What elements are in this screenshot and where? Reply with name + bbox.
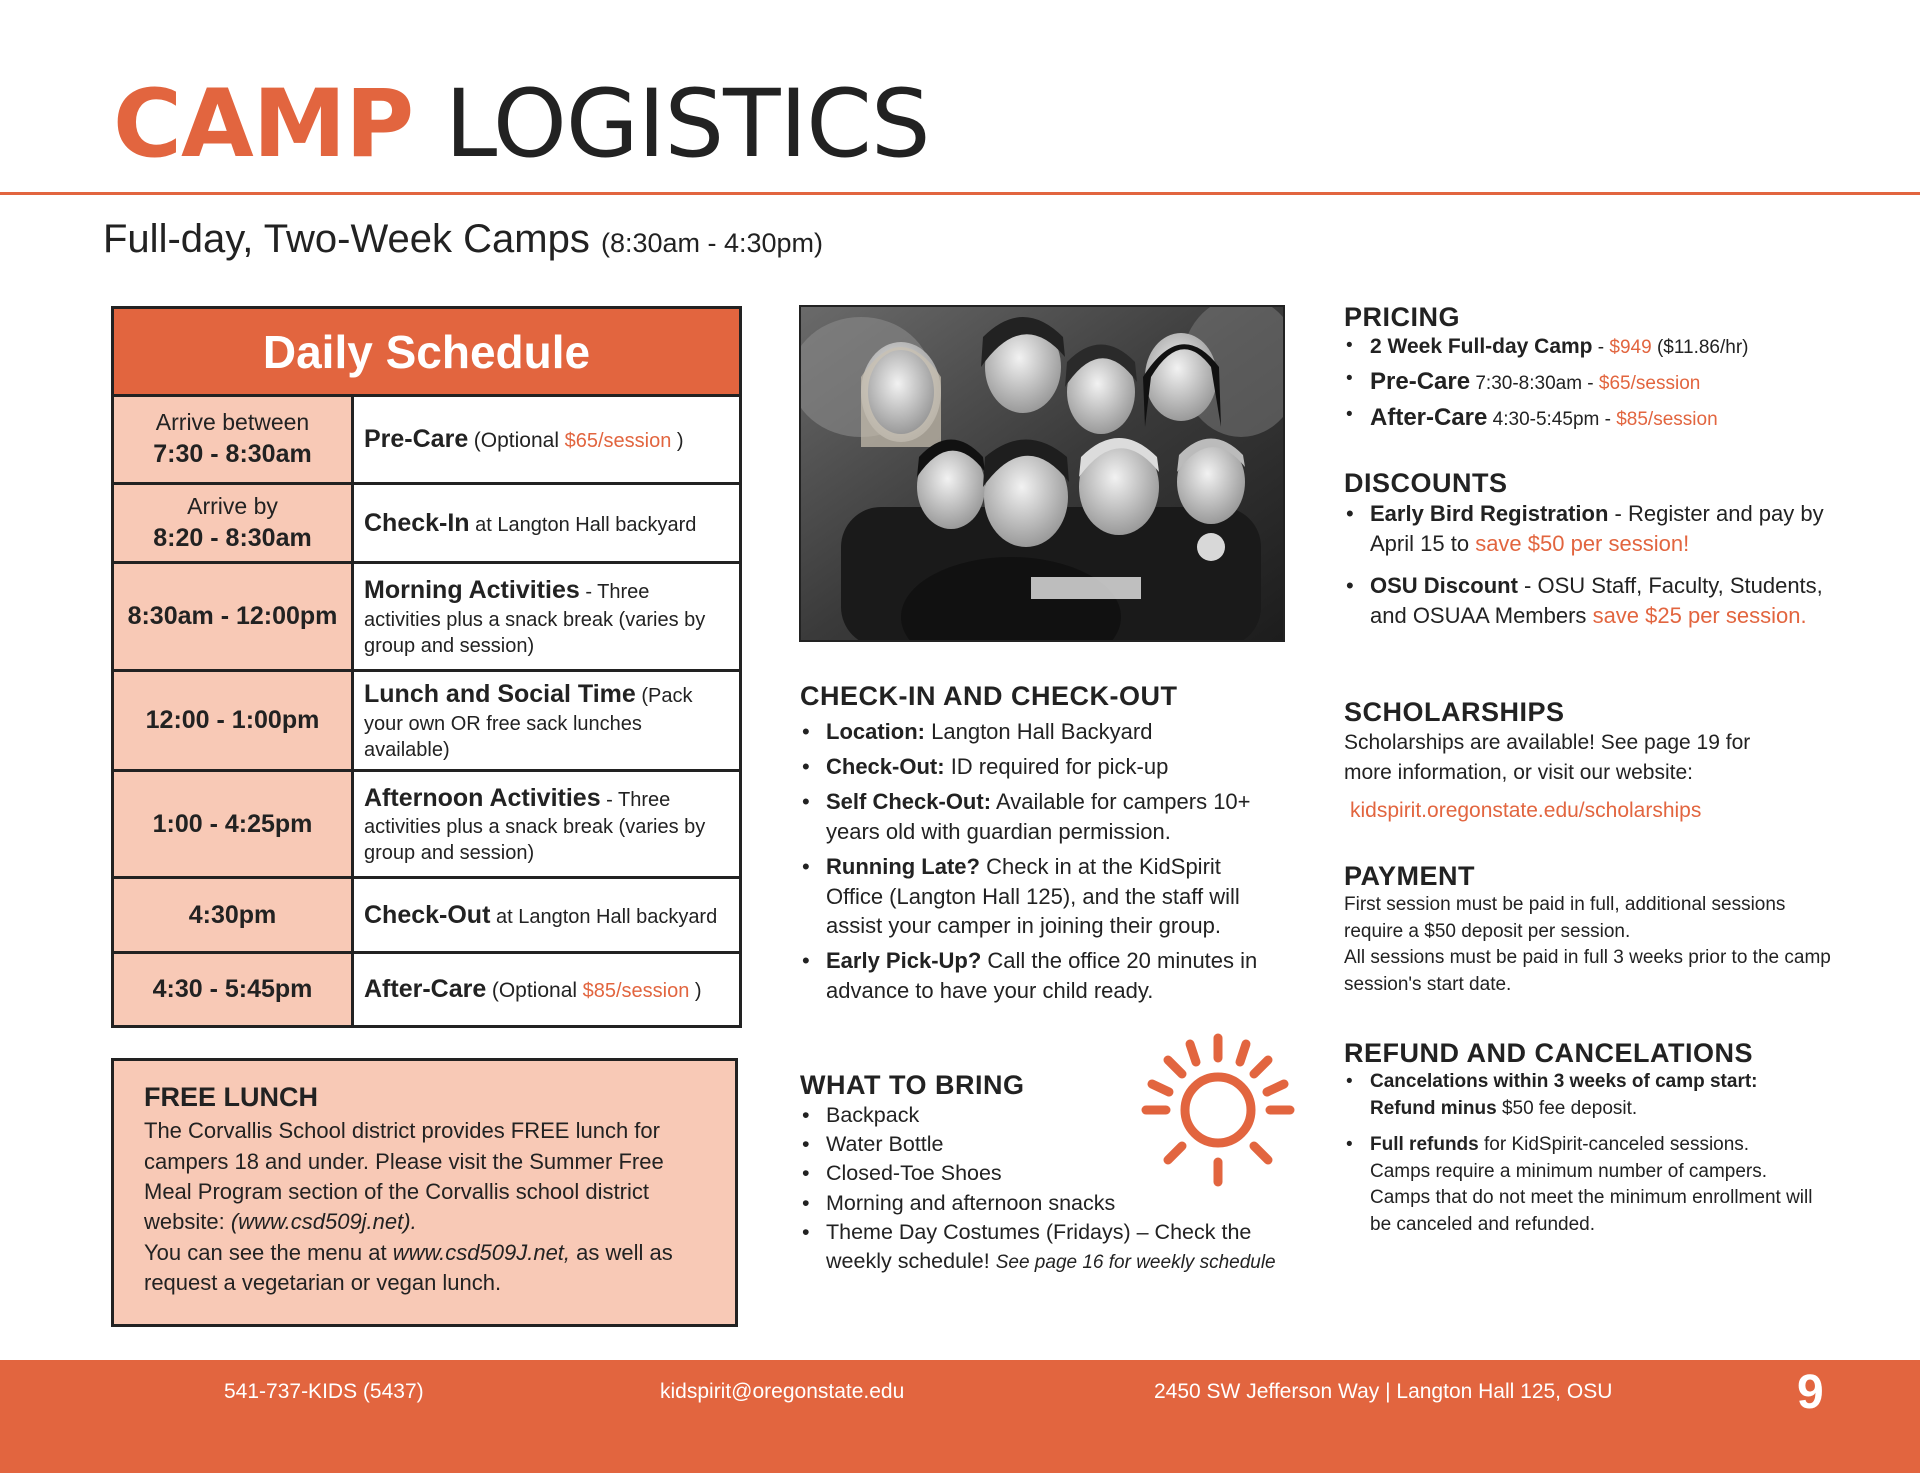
row-time	[114, 954, 354, 1025]
list-item: • Closed-Toe Shoes	[800, 1159, 1300, 1188]
item-label: Early Pick-Up?	[826, 948, 982, 974]
payment-title: PAYMENT	[1344, 861, 1476, 891]
refund-text: for KidSpirit-canceled sessions. Camps require a minimum number of campers. Camps that do not meet the minimum enrollment will be canceled and refunded.	[1370, 1134, 1813, 1235]
pricing-title: PRICING	[1344, 302, 1461, 332]
row-desc	[354, 485, 739, 561]
item-text: Check in at the KidSpirit Office (Langton Hall 125), and the staff will assist your camper in joining their group.	[826, 853, 1240, 939]
free-lunch-title: FREE LUNCH	[144, 1082, 318, 1112]
campers-photo	[799, 305, 1285, 642]
scholarships-section	[1344, 697, 1844, 825]
table-row	[114, 954, 739, 1025]
list-item	[800, 717, 1280, 747]
scholarships-link[interactable]: kidspirit.oregonstate.edu/scholarships	[1350, 798, 1702, 822]
price-value: $65/session	[1598, 372, 1701, 394]
activity-name: Morning Activities	[364, 576, 580, 605]
row-desc	[354, 954, 739, 1025]
price-sep: -	[1597, 337, 1605, 358]
list-item	[1344, 1069, 1814, 1122]
activity-detail: (Optional	[473, 429, 560, 453]
free-lunch-p1: The Corvallis School district provides FREE lunch for campers 18 and under. Please visit the Summer Free Meal Program section of the Corvallis school district website:	[144, 1118, 664, 1235]
footer-bar	[0, 1360, 1920, 1473]
table-row	[114, 672, 739, 772]
list-item	[1344, 402, 1844, 435]
menu-link[interactable]: www.csd509J.net,	[392, 1239, 571, 1265]
time-value: 12:00 - 1:00pm	[145, 706, 320, 735]
scholarships-title: SCHOLARSHIPS	[1344, 697, 1565, 727]
activity-price: $65/session	[564, 430, 672, 453]
bring-title: WHAT TO BRING	[800, 1070, 1025, 1100]
schedule-title: Daily Schedule	[114, 309, 739, 397]
payment-section	[1344, 861, 1844, 998]
time-value: 7:30 - 8:30am	[153, 440, 312, 469]
row-desc	[354, 879, 739, 951]
list-item	[800, 787, 1280, 847]
list-item	[800, 1218, 1300, 1276]
discount-name: OSU Discount	[1370, 572, 1518, 598]
what-to-bring-section	[800, 1070, 1300, 1276]
row-time	[114, 772, 354, 876]
list-item	[800, 946, 1280, 1006]
scholarships-text: Scholarships are available! See page 19 for more information, or visit our website:	[1344, 731, 1751, 784]
pricing-list	[1344, 333, 1844, 435]
row-desc	[354, 397, 739, 482]
footer-email[interactable]: kidspirit@oregonstate.edu	[660, 1380, 905, 1403]
refund-section	[1344, 1038, 1844, 1239]
table-row	[114, 772, 739, 879]
activity-detail: (Optional	[491, 979, 578, 1003]
checkin-title: CHECK-IN AND CHECK-OUT	[800, 681, 1178, 711]
refund-text: $50 fee deposit.	[1501, 1097, 1638, 1119]
free-lunch-text	[144, 1116, 705, 1237]
activity-detail: - Three activities plus a snack break (varies by group and session)	[364, 788, 706, 865]
time-value: 1:00 - 4:25pm	[152, 809, 313, 838]
item-label: Running Late?	[826, 853, 980, 879]
payment-p1: First session must be paid in full, additional sessions require a $50 deposit per session.	[1344, 894, 1786, 942]
row-time	[114, 879, 354, 951]
table-row	[114, 879, 739, 954]
discount-text: - Register and pay by April 15 to	[1370, 501, 1824, 556]
activity-detail: - Three activities plus a snack break (varies by group and session)	[364, 581, 706, 657]
footer-phone[interactable]: 541-737-KIDS (5437)	[224, 1380, 424, 1403]
row-time	[114, 564, 354, 669]
price-name: After-Care	[1370, 404, 1488, 432]
item-label: Check-Out:	[826, 753, 945, 779]
price-value: $949	[1609, 337, 1652, 358]
item-text: Call the office 20 minutes in advance to have your child ready.	[826, 948, 1258, 1004]
activity-name: Afternoon Activities	[364, 783, 601, 812]
row-time	[114, 397, 354, 482]
time-value: 8:30am - 12:00pm	[127, 602, 338, 631]
list-item: • Morning and afternoon snacks	[800, 1189, 1300, 1218]
row-desc	[354, 564, 739, 669]
activity-name: After-Care	[364, 975, 487, 1004]
price-value: $85/session	[1616, 409, 1718, 431]
activity-name: Lunch and Social Time	[364, 680, 636, 709]
list-item	[1344, 499, 1834, 559]
activity-detail: at Langton Hall backyard	[475, 513, 697, 536]
table-row	[114, 564, 739, 672]
page-title	[113, 70, 930, 179]
row-desc	[354, 672, 739, 769]
footer-address: 2450 SW Jefferson Way | Langton Hall 125, OSU	[1154, 1380, 1613, 1403]
item-text: Theme Day Costumes (Fridays) – Check the weekly schedule!	[826, 1219, 1252, 1274]
activity-detail: at Langton Hall backyard	[495, 905, 718, 928]
item-text: Langton Hall Backyard	[931, 719, 1153, 744]
list-item	[1344, 571, 1834, 631]
daily-schedule-table	[111, 306, 742, 1028]
bring-list	[800, 1101, 1300, 1276]
free-lunch-menu	[144, 1238, 705, 1299]
item-text: Available for campers 10+ years old with guardian permission.	[826, 788, 1251, 844]
row-time	[114, 672, 354, 769]
activity-detail: (Pack your own OR free sack lunches available)	[364, 685, 693, 761]
activity-detail-end: )	[676, 430, 684, 453]
price-name: 2 Week Full-day Camp	[1370, 335, 1593, 358]
discount-highlight: save $50 per session!	[1475, 530, 1690, 556]
pricing-section	[1344, 302, 1844, 435]
list-item: • Backpack	[800, 1101, 1300, 1130]
item-label: Location:	[826, 719, 925, 744]
checkin-list	[800, 717, 1280, 1006]
district-website-link[interactable]: (www.csd509j.net).	[230, 1209, 417, 1235]
item-text: ID required for pick-up	[950, 753, 1169, 779]
time-label: Arrive by	[187, 492, 278, 519]
section-subtitle	[103, 217, 823, 262]
refund-bold: Full refunds	[1370, 1134, 1479, 1156]
list-item	[1344, 333, 1844, 362]
menu-text-start: You can see the menu at	[144, 1239, 387, 1265]
activity-name: Pre-Care	[364, 425, 469, 454]
discounts-title: DISCOUNTS	[1344, 468, 1508, 498]
item-note: See page 16 for weekly schedule	[995, 1252, 1276, 1274]
discount-highlight: save $25 per session.	[1592, 602, 1807, 628]
menu-text-end: as well as request a vegetarian or vegan lunch.	[144, 1239, 673, 1296]
discounts-section	[1344, 468, 1844, 631]
list-item	[800, 852, 1280, 942]
checkin-section	[800, 681, 1280, 1006]
price-sep: 7:30-8:30am -	[1475, 372, 1594, 394]
list-item: • Water Bottle	[800, 1130, 1300, 1159]
price-sep: 4:30-5:45pm -	[1492, 409, 1611, 431]
time-value: 4:30 - 5:45pm	[152, 975, 313, 1004]
activity-detail-end: )	[694, 980, 702, 1003]
table-row	[114, 485, 739, 564]
refund-list	[1344, 1069, 1844, 1239]
price-extra: ($11.86/hr)	[1656, 337, 1749, 358]
free-lunch-box	[111, 1058, 738, 1327]
payment-p2: All sessions must be paid in full 3 weeks prior to the camp session's start date.	[1344, 947, 1831, 995]
title-camp: CAMP	[113, 70, 414, 179]
time-value: 4:30pm	[188, 900, 277, 929]
item-label: Self Check-Out:	[826, 788, 992, 814]
activity-name: Check-Out	[364, 900, 491, 929]
refund-title: REFUND AND CANCELATIONS	[1344, 1038, 1753, 1068]
subtitle-time: (8:30am - 4:30pm)	[600, 228, 824, 258]
activity-name: Check-In	[364, 508, 470, 537]
page-number: 9	[1797, 1366, 1824, 1419]
table-row	[114, 397, 739, 485]
header-divider	[0, 192, 1920, 195]
time-value: 8:20 - 8:30am	[153, 523, 312, 552]
discount-name: Early Bird Registration	[1370, 501, 1609, 526]
price-name: Pre-Care	[1370, 367, 1471, 395]
time-label: Arrive between	[155, 409, 310, 436]
list-item	[800, 752, 1280, 782]
subtitle-main: Full-day, Two-Week Camps	[103, 217, 590, 261]
title-logistics: LOGISTICS	[444, 70, 930, 179]
refund-bold: Cancelations within 3 weeks of camp start: Refund minus	[1370, 1071, 1758, 1119]
row-time	[114, 485, 354, 561]
discount-text: - OSU Staff, Faculty, Students, and OSUAA Members	[1370, 572, 1823, 628]
discounts-list	[1344, 499, 1844, 631]
list-item	[1344, 1132, 1814, 1238]
list-item	[1344, 366, 1844, 399]
row-desc	[354, 772, 739, 876]
activity-price: $85/session	[582, 980, 690, 1003]
